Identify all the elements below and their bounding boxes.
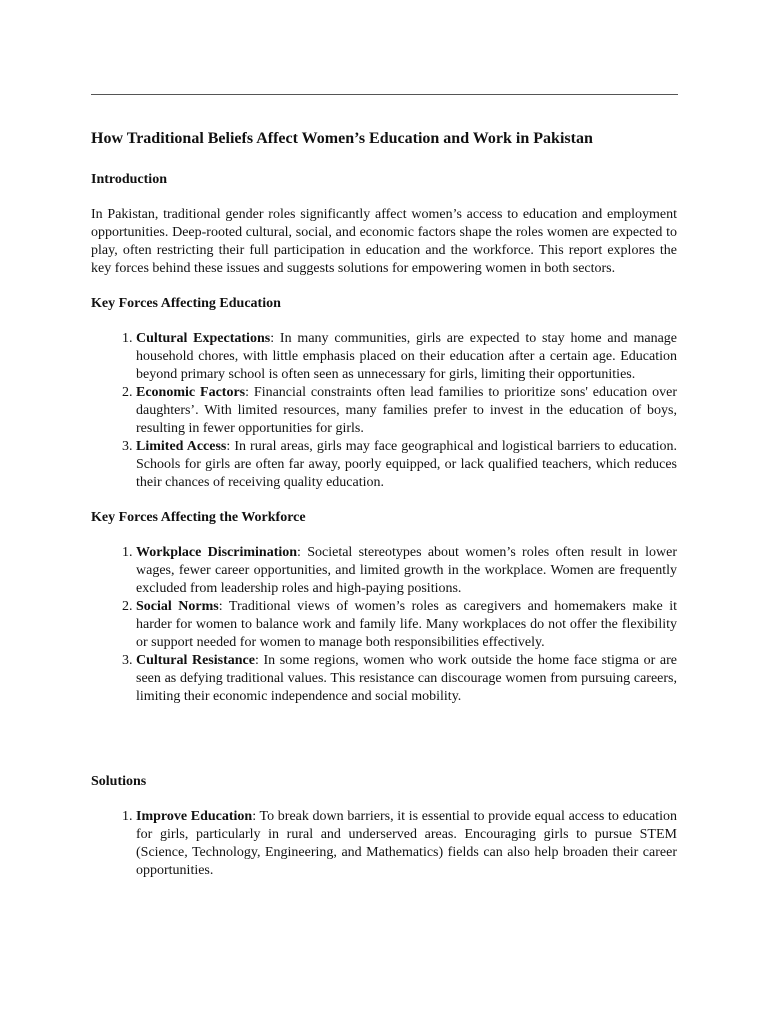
education-list <box>91 330 677 492</box>
header-rule <box>91 94 678 95</box>
list-item-text: : In rural areas, girls may face geographical and logistical barriers to education. Schools for girls are often far away, poorly equipped, or lack qualified teachers, which reduces their chances of receiving quality education. <box>136 439 677 490</box>
list-item-text: : To break down barriers, it is essential to provide equal access to education for girls, particularly in rural and underserved areas. Encouraging girls to pursue STEM (Science, Technology, Engineering, and Mathematics) fields can also help broaden their career opportunities. <box>136 809 677 878</box>
list-item <box>136 598 677 652</box>
list-item-term: Cultural Expectations <box>136 331 271 346</box>
introduction-heading: Introduction <box>91 172 167 187</box>
solutions-list <box>91 808 677 880</box>
list-item <box>136 384 677 438</box>
solutions-heading: Solutions <box>91 774 147 789</box>
list-item <box>136 438 677 492</box>
list-item-text: : In many communities, girls are expected to stay home and manage household chores, with little emphasis placed on their education after a certain age. Education beyond primary school is often seen as unnecessary for girls, limiting their opportunities. <box>136 331 677 382</box>
workforce-list <box>91 544 677 706</box>
document-body <box>91 128 677 880</box>
list-item-term: Economic Factors <box>136 385 246 400</box>
list-item-term: Workplace Discrimination <box>136 545 298 560</box>
list-item-term: Improve Education <box>136 809 253 824</box>
workforce-heading: Key Forces Affecting the Workforce <box>91 510 306 525</box>
document-title: How Traditional Beliefs Affect Women’s Education and Work in Pakistan <box>91 130 593 147</box>
list-item <box>136 544 677 598</box>
introduction-paragraph: In Pakistan, traditional gender roles significantly affect women’s access to education and employment opportunities. Deep-rooted cultural, social, and economic factors shape the roles women are expected to play, often restricting their full participation in education and the workforce. This report explores the key forces behind these issues and suggests solutions for empowering women in both sectors. <box>91 207 677 276</box>
list-item <box>136 652 677 706</box>
list-item-text: : In some regions, women who work outside the home face stigma or are seen as defying traditional values. This resistance can discourage women from pursuing careers, limiting their economic independence and social mobility. <box>136 653 677 704</box>
list-item-text: : Societal stereotypes about women’s roles often result in lower wages, fewer career opportunities, and limited growth in the workplace. Women are frequently excluded from leadership roles and high-paying positions. <box>136 545 677 596</box>
list-item-term: Cultural Resistance <box>136 653 255 668</box>
list-item <box>136 808 677 880</box>
list-item-text: : Financial constraints often lead families to prioritize sons' education over daughters’. With limited resources, many families prefer to invest in the education of boys, resulting in fewer opportunities for girls. <box>136 385 677 436</box>
education-heading: Key Forces Affecting Education <box>91 296 281 311</box>
list-item-text: : Traditional views of women’s roles as caregivers and homemakers make it harder for women to balance work and family life. Many workplaces do not offer the flexibility or support needed for women to manage both responsibilities effectively. <box>136 599 677 650</box>
list-item-term: Social Norms <box>136 599 219 614</box>
list-item <box>136 330 677 384</box>
list-item-term: Limited Access <box>136 439 227 454</box>
